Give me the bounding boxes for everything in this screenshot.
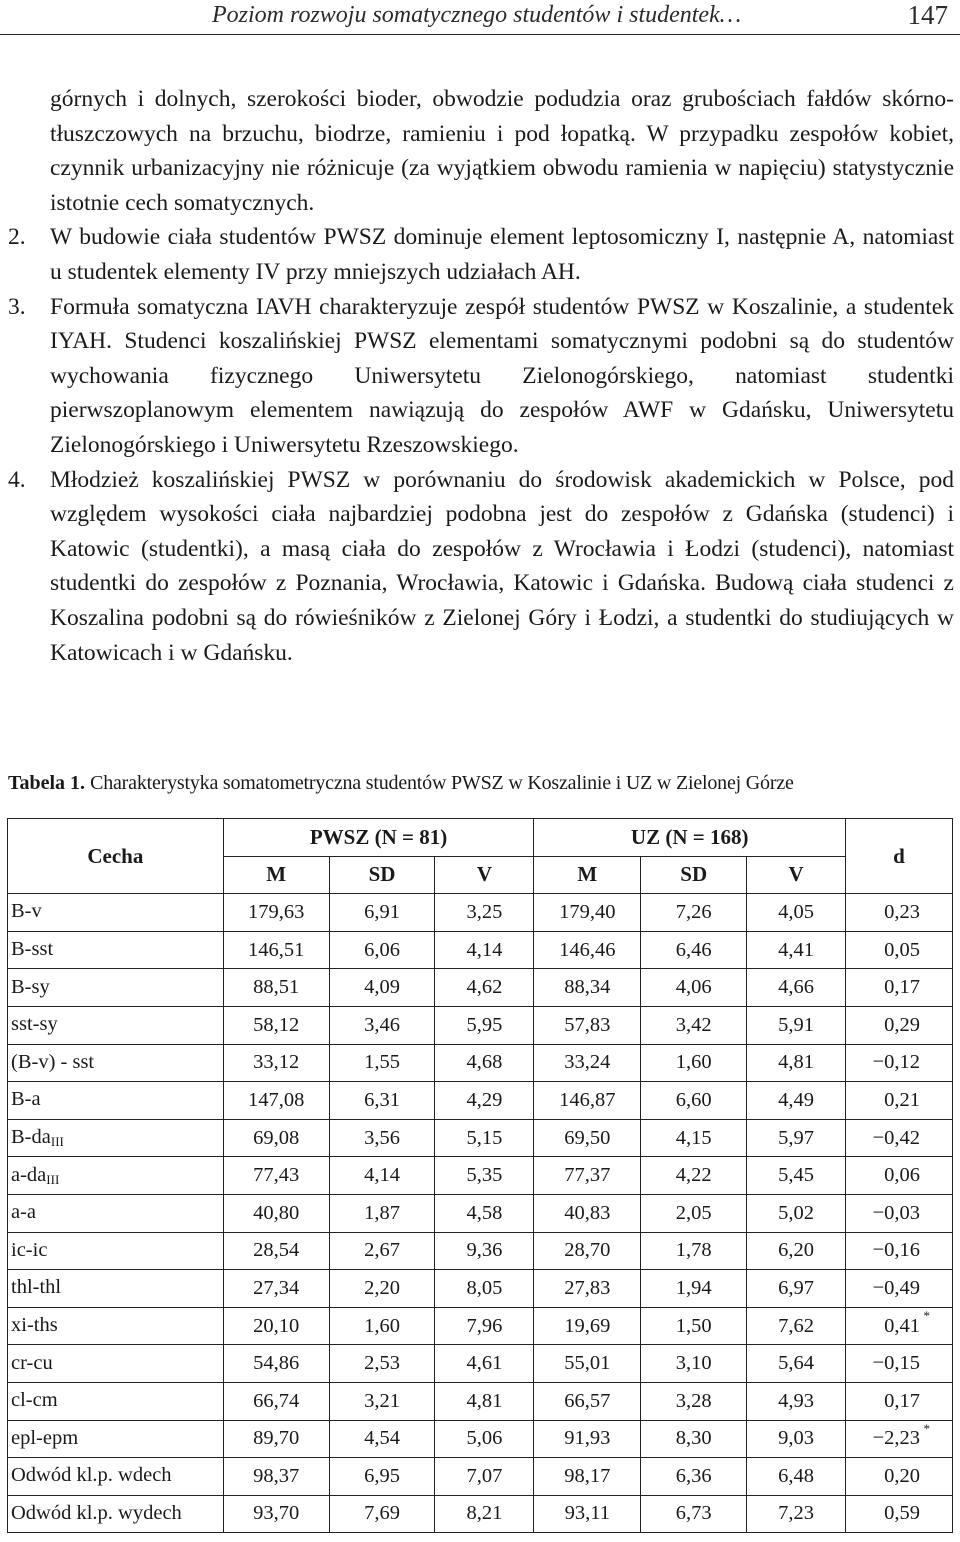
d-cell [846,1495,953,1533]
row-label-text: B-sst [11,938,54,961]
value-cell: 77,37 [534,1157,641,1195]
value-cell: 4,58 [435,1194,534,1232]
conclusion-item-2 [8,220,954,289]
value-cell: 6,60 [641,1082,747,1120]
value-cell: 4,15 [641,1119,747,1157]
item-number: 4. [8,466,26,493]
d-value: −0,16 [872,1239,920,1262]
value-cell: 27,34 [223,1270,329,1308]
table-row [8,1157,953,1195]
header-v: V [747,856,846,894]
table-caption-text: Charakterystyka somatometryczna studentów PWSZ w Koszalinie i UZ w Zielonej Górze [90,772,794,794]
value-cell: 4,05 [747,894,846,932]
d-value: 0,06 [884,1164,920,1187]
value-cell: 6,95 [329,1458,435,1496]
value-cell: 5,35 [435,1157,534,1195]
table-row [8,894,953,932]
d-cell [846,1420,953,1458]
value-cell: 5,91 [747,1006,846,1044]
row-label-text: B-a [11,1088,41,1111]
table-row [8,931,953,969]
value-cell: 4,41 [747,931,846,969]
d-cell [846,1382,953,1420]
d-value: 0,21 [884,1088,920,1111]
row-label-text: xi-ths [11,1314,58,1337]
row-label-text: ic-ic [11,1238,48,1261]
value-cell: 5,64 [747,1345,846,1383]
d-value: −0,49 [872,1276,920,1299]
value-cell: 1,55 [329,1044,435,1082]
d-value: −2,23 [872,1427,920,1450]
value-cell: 2,05 [641,1194,747,1232]
value-cell: 6,31 [329,1082,435,1120]
row-label [8,1345,224,1383]
value-cell: 7,62 [747,1307,846,1345]
row-label-text: B-sy [11,975,50,998]
row-label [8,1420,224,1458]
d-cell [846,1119,953,1157]
value-cell: 2,67 [329,1232,435,1270]
value-cell: 2,20 [329,1270,435,1308]
value-cell: 8,05 [435,1270,534,1308]
table-row [8,969,953,1007]
row-label [8,1458,224,1496]
row-label-text: sst-sy [11,1013,58,1036]
value-cell: 1,78 [641,1232,747,1270]
value-cell: 9,36 [435,1232,534,1270]
row-label [8,1495,224,1533]
d-cell [846,1345,953,1383]
header-sd: SD [329,856,435,894]
value-cell: 4,54 [329,1420,435,1458]
d-value: 0,17 [884,1389,920,1412]
table-row [8,1270,953,1308]
value-cell: 6,48 [747,1458,846,1496]
table-row [8,1194,953,1232]
value-cell: 6,20 [747,1232,846,1270]
d-value: 0,17 [884,976,920,999]
value-cell: 40,80 [223,1194,329,1232]
value-cell: 6,73 [641,1495,747,1533]
item-number: 2. [8,224,26,251]
intro-paragraph: górnych i dolnych, szerokości bioder, obwodzie podudzia oraz grubościach fałdów skórno-tłuszczowych na brzuchu, biodrze, ramieniu i pod łopatką. W przypadku zespołów kobiet, czynnik urbanizacyjny nie różnicuje (za wyjątkiem obwodu ramienia w napięciu) statystycznie istotnie cech somatycznych. [50,86,954,216]
value-cell: 4,81 [435,1382,534,1420]
header-pwsz: PWSZ (N = 81) [223,819,534,857]
d-value: −0,12 [872,1051,920,1074]
value-cell: 89,70 [223,1420,329,1458]
value-cell: 66,57 [534,1382,641,1420]
value-cell: 147,08 [223,1082,329,1120]
running-title: Poziom rozwoju somatycznego studentów i studentek… [212,2,742,28]
d-value: 0,05 [884,938,920,961]
row-label-text: a-a [11,1201,37,1224]
value-cell: 3,56 [329,1119,435,1157]
value-cell: 3,46 [329,1006,435,1044]
value-cell: 88,51 [223,969,329,1007]
value-cell: 8,30 [641,1420,747,1458]
value-cell: 55,01 [534,1345,641,1383]
row-label [8,1006,224,1044]
value-cell: 7,69 [329,1495,435,1533]
body-text [8,82,954,670]
row-label-text: cr-cu [11,1351,53,1374]
d-value: 0,20 [884,1464,920,1487]
table-row [8,1458,953,1496]
row-label [8,1307,224,1345]
value-cell: 7,26 [641,894,747,932]
row-label-text: B-v [11,900,42,923]
value-cell: 40,83 [534,1194,641,1232]
value-cell: 54,86 [223,1345,329,1383]
value-cell: 4,09 [329,969,435,1007]
row-label [8,1232,224,1270]
row-label-text: a-da [11,1163,47,1186]
table-caption [8,772,958,795]
value-cell: 179,40 [534,894,641,932]
value-cell: 146,87 [534,1082,641,1120]
value-cell: 57,83 [534,1006,641,1044]
value-cell: 1,60 [329,1307,435,1345]
row-label-subscript: III [46,1171,60,1187]
significance-mark: * [923,1307,930,1323]
value-cell: 5,15 [435,1119,534,1157]
value-cell: 4,14 [329,1157,435,1195]
row-label-text: B-da [11,1126,51,1149]
d-cell [846,894,953,932]
value-cell: 5,02 [747,1194,846,1232]
value-cell: 6,91 [329,894,435,932]
value-cell: 6,06 [329,931,435,969]
table-row [8,1044,953,1082]
value-cell: 4,29 [435,1082,534,1120]
value-cell: 28,70 [534,1232,641,1270]
value-cell: 3,21 [329,1382,435,1420]
table-row [8,1119,953,1157]
value-cell: 3,10 [641,1345,747,1383]
d-value: 0,59 [884,1502,920,1525]
d-cell [846,1232,953,1270]
row-label [8,1270,224,1308]
row-label [8,1382,224,1420]
value-cell: 28,54 [223,1232,329,1270]
value-cell: 4,61 [435,1345,534,1383]
value-cell: 4,68 [435,1044,534,1082]
d-cell [846,1082,953,1120]
significance-mark: * [923,1420,930,1436]
row-label [8,1157,224,1195]
d-value: −0,42 [872,1126,920,1149]
value-cell: 146,51 [223,931,329,969]
value-cell: 20,10 [223,1307,329,1345]
item-text: W budowie ciała studentów PWSZ dominuje element leptosomiczny I, następnie A, natomiast u studentek elementy IV przy mniejszych udziałach AH. [50,224,954,285]
value-cell: 179,63 [223,894,329,932]
value-cell: 4,62 [435,969,534,1007]
header-m: M [223,856,329,894]
row-label-text: cl-cm [11,1389,58,1412]
table-body [8,894,953,1533]
value-cell: 5,95 [435,1006,534,1044]
value-cell: 58,12 [223,1006,329,1044]
conclusion-item-3 [8,290,954,463]
value-cell: 6,36 [641,1458,747,1496]
value-cell: 7,07 [435,1458,534,1496]
value-cell: 93,70 [223,1495,329,1533]
row-label [8,1194,224,1232]
row-label [8,969,224,1007]
value-cell: 69,08 [223,1119,329,1157]
running-header [0,0,960,35]
value-cell: 1,87 [329,1194,435,1232]
row-label [8,931,224,969]
value-cell: 93,11 [534,1495,641,1533]
d-value: 0,41 [884,1314,920,1337]
value-cell: 69,50 [534,1119,641,1157]
value-cell: 5,06 [435,1420,534,1458]
value-cell: 4,49 [747,1082,846,1120]
value-cell: 33,24 [534,1044,641,1082]
d-cell [846,1270,953,1308]
header-sd: SD [641,856,747,894]
value-cell: 77,43 [223,1157,329,1195]
value-cell: 98,17 [534,1458,641,1496]
value-cell: 5,97 [747,1119,846,1157]
header-d: d [846,819,953,894]
table-caption-label: Tabela 1. [8,772,86,794]
d-cell [846,1157,953,1195]
header-m: M [534,856,641,894]
value-cell: 5,45 [747,1157,846,1195]
value-cell: 1,60 [641,1044,747,1082]
value-cell: 1,50 [641,1307,747,1345]
table-row [8,1232,953,1270]
value-cell: 33,12 [223,1044,329,1082]
value-cell: 9,03 [747,1420,846,1458]
value-cell: 98,37 [223,1458,329,1496]
value-cell: 4,66 [747,969,846,1007]
value-cell: 27,83 [534,1270,641,1308]
page-number: 147 [907,0,948,30]
table-row [8,1006,953,1044]
value-cell: 7,23 [747,1495,846,1533]
table-row [8,1345,953,1383]
value-cell: 66,74 [223,1382,329,1420]
row-label-text: Odwód kl.p. wydech [11,1501,182,1524]
row-label [8,1044,224,1082]
value-cell: 19,69 [534,1307,641,1345]
value-cell: 3,25 [435,894,534,932]
row-label-text: thl-thl [11,1276,62,1299]
value-cell: 91,93 [534,1420,641,1458]
value-cell: 2,53 [329,1345,435,1383]
d-cell [846,1307,953,1345]
d-cell [846,1194,953,1232]
value-cell: 146,46 [534,931,641,969]
d-value: −0,15 [872,1352,920,1375]
row-label-text: epl-epm [11,1426,79,1449]
value-cell: 4,22 [641,1157,747,1195]
somatometric-table [7,818,953,1533]
d-value: −0,03 [872,1201,920,1224]
row-label [8,894,224,932]
table-row [8,1382,953,1420]
item-text: Młodzież koszalińskiej PWSZ w porównaniu do środowisk akademickich w Polsce, pod względem wysokości ciała najbardziej podobna jest do zespołów z Gdańska (studenci) i Katowic (studentki), a masą ciała do zespołów z Wrocławia i Łodzi (studenci), natomiast studentki do zespołów z Poznania, Wrocławia, Katowic i Gdańska. Budową ciała studenci z Koszalina podobni są do rówieśników z Zielonej Góry i Łodzi, a studentki do studiujących w Katowicach i w Gdańsku. [50,466,954,666]
value-cell: 8,21 [435,1495,534,1533]
value-cell: 4,93 [747,1382,846,1420]
header-cecha: Cecha [8,819,224,894]
header-v: V [435,856,534,894]
value-cell: 1,94 [641,1270,747,1308]
value-cell: 88,34 [534,969,641,1007]
d-cell [846,1458,953,1496]
d-cell [846,1044,953,1082]
header-uz: UZ (N = 168) [534,819,846,857]
value-cell: 6,46 [641,931,747,969]
row-label-text: Odwód kl.p. wdech [11,1464,172,1487]
value-cell: 6,97 [747,1270,846,1308]
d-cell [846,1006,953,1044]
conclusion-item-4 [8,463,954,671]
value-cell: 3,28 [641,1382,747,1420]
row-label [8,1082,224,1120]
table-row [8,1307,953,1345]
value-cell: 4,06 [641,969,747,1007]
table-row [8,1495,953,1533]
item-text: Formuła somatyczna IAVH charakteryzuje zespół studentów PWSZ w Koszalinie, a studentek IYAH. Studenci koszalińskiej PWSZ elementami somatycznymi podobni są do studentów wychowania fizycznego Uniwersytetu Zielonogórskiego, natomiast studentki pierwszoplanowym elementem nawiązują do zespołów AWF w Gdańsku, Uniwersytetu Zielonogórskiego i Uniwersytetu Rzeszowskiego. [50,293,954,458]
d-value: 0,29 [884,1013,920,1036]
value-cell: 4,14 [435,931,534,969]
row-label-subscript: III [50,1134,64,1150]
item-number: 3. [8,293,26,320]
table-row [8,1082,953,1120]
table-row [8,1420,953,1458]
row-label-text: (B-v) - sst [11,1050,95,1073]
value-cell: 4,81 [747,1044,846,1082]
value-cell: 3,42 [641,1006,747,1044]
d-value: 0,23 [884,900,920,923]
row-label [8,1119,224,1157]
d-cell [846,969,953,1007]
value-cell: 7,96 [435,1307,534,1345]
d-cell [846,931,953,969]
